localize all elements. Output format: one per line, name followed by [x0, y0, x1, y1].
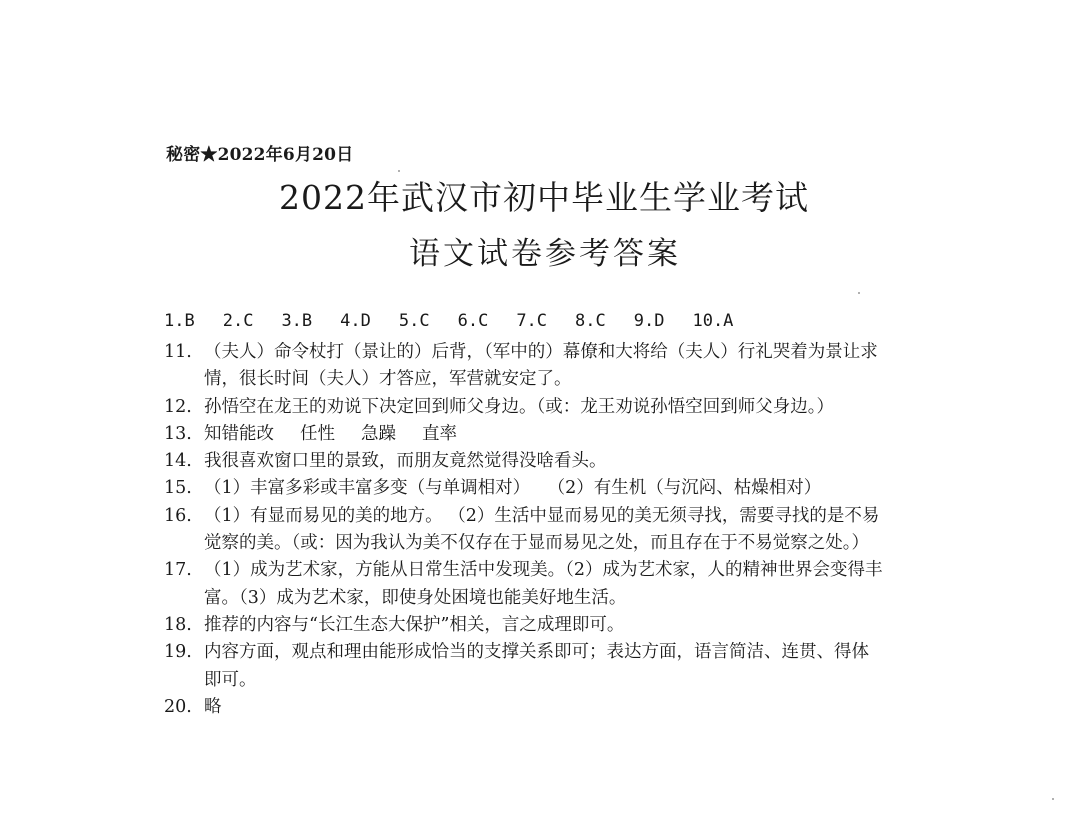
- choice-answer: 6.C: [457, 311, 489, 331]
- scan-speck: [858, 292, 860, 294]
- answer-item-18: [164, 612, 924, 639]
- trait-word: 急躁: [361, 423, 396, 444]
- answer-line: 富。（3）成为艺术家，即使身处困境也能美好地生活。: [204, 587, 627, 608]
- answer-number: 19.: [164, 642, 192, 663]
- answer-text: [204, 694, 924, 721]
- choice-answer: 8.C: [575, 311, 606, 331]
- answer-line: 即可。: [204, 669, 257, 690]
- answer-line: [204, 421, 924, 448]
- answer-list: [164, 339, 924, 721]
- answer-number: 15.: [164, 478, 192, 499]
- choice-answer: 5.C: [398, 311, 430, 331]
- answer-number: 13.: [164, 423, 192, 444]
- answer-line: 觉察的美。（或：因为我认为美不仅存在于显而易见之处，而且存在于不易觉察之处。）: [204, 533, 869, 554]
- answer-item-13: [164, 421, 924, 448]
- answer-line: （1）有显而易见的美的地方。 （2）生活中显而易见的美无须寻找，需要寻找的是不易: [204, 505, 880, 526]
- answer-line: （夫人）命令杖打（景让的）后背，（军中的）幕僚和大将给（夫人）行礼哭着为景让求: [204, 342, 878, 362]
- answer-line: 我很喜欢窗口里的景致，而朋友竟然觉得没啥看头。: [204, 451, 607, 472]
- answer-number: 18.: [164, 614, 192, 635]
- choice-answer: 7.C: [516, 311, 548, 331]
- answer-text: [204, 448, 924, 475]
- answer-item-12: [164, 394, 924, 421]
- choice-answer: 10.A: [692, 311, 734, 331]
- answer-number: 16.: [164, 505, 192, 526]
- choice-answer: 3.B: [281, 311, 313, 331]
- answer-text: [204, 503, 924, 558]
- answer-number: 12.: [164, 396, 192, 417]
- confidential-date-note: 秘密★2022年6月20日: [166, 145, 354, 165]
- answer-number: 17.: [164, 560, 192, 581]
- answer-line: 略: [204, 696, 222, 717]
- answer-item-16: [164, 503, 924, 558]
- answer-line: 推荐的内容与“长江生态大保护”相关，言之成理即可。: [204, 614, 625, 635]
- trait-word: 知错能改: [204, 423, 274, 444]
- answer-item-17: [164, 557, 924, 612]
- answer-text: [204, 639, 924, 694]
- choice-answer: 9.D: [633, 311, 665, 331]
- choice-answer: 4.D: [340, 311, 371, 331]
- scan-speck: [398, 170, 400, 172]
- answer-line: 内容方面，观点和理由能形成恰当的支撑关系即可；表达方面，语言简洁、连贯、得体: [204, 642, 869, 663]
- trait-word: 任性: [300, 423, 335, 444]
- choice-answer: 2.C: [222, 311, 254, 331]
- exam-title: 2022年武汉市初中毕业生学业考试: [279, 178, 809, 217]
- answer-item-19: [164, 639, 924, 694]
- answer-item-15: [164, 475, 924, 502]
- answer-line: 孙悟空在龙王的劝说下决定回到师父身边。（或：龙王劝说孙悟空回到师父身边。）: [204, 396, 834, 417]
- answer-line: （1）丰富多彩或丰富多变（与单调相对） （2）有生机（与沉闷、枯燥相对）: [204, 478, 822, 499]
- answer-text: [204, 394, 924, 421]
- answer-item-20: [164, 694, 924, 721]
- answer-item-11: [164, 339, 924, 394]
- answer-number: 14.: [164, 451, 192, 472]
- trait-word: 直率: [422, 423, 457, 444]
- choice-answer: 1.B: [164, 311, 195, 331]
- answer-key-subtitle: 语文试卷参考答案: [409, 236, 681, 272]
- scan-speck: [1052, 798, 1054, 800]
- answer-line: （1）成为艺术家，方能从日常生活中发现美。（2）成为艺术家，人的精神世界会变得丰: [204, 560, 883, 581]
- answer-text: [204, 557, 924, 612]
- answer-text: [204, 475, 924, 502]
- answer-item-14: [164, 448, 924, 475]
- answer-text: [204, 339, 924, 394]
- answer-text: [204, 612, 924, 639]
- answer-line: 情，很长时间（夫人）才答应，军营就安定了。: [204, 369, 572, 390]
- answer-number: 20.: [164, 696, 192, 717]
- multiple-choice-answers: [164, 311, 761, 331]
- answer-number: 11.: [164, 342, 192, 362]
- answer-text: [204, 421, 924, 448]
